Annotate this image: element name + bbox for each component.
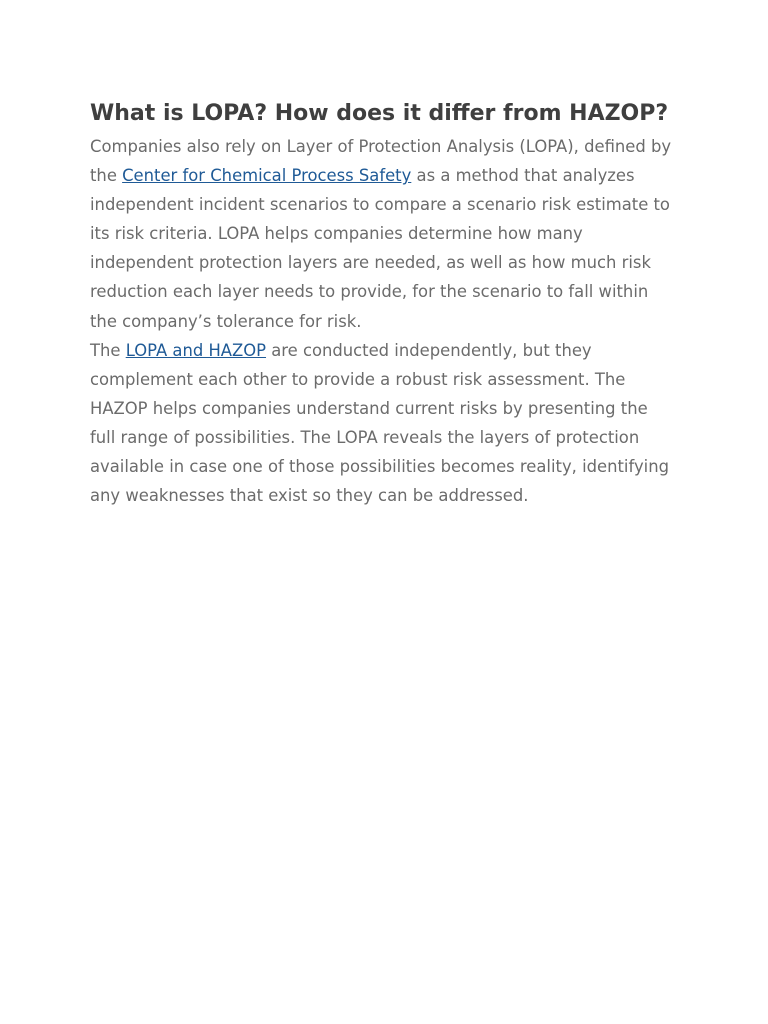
paragraph-text: as a method that analyzes independent incident scenarios to compare a scenario risk estimate to its risk criteria. LOPA helps companies determine how many independent protection layers are needed, as well as how much risk reduction each layer needs to provide, for the scenario to fall within the company’s tolerance for risk. [90, 166, 670, 331]
paragraph-lopa-vs-hazop [90, 336, 674, 511]
article [90, 100, 674, 510]
paragraph-text: The [90, 340, 126, 360]
lopa-and-hazop-link[interactable]: LOPA and HAZOP [125, 340, 267, 360]
ccps-link[interactable]: Center for Chemical Process Safety [122, 166, 412, 186]
paragraph-text: are conducted independently, but they complement each other to provide a robust risk assessment. The HAZOP helps companies understand current risks by presenting the full range of possibilities. The LOPA reveals the layers of protection available in case one of those possibilities becomes reality, identifying any weaknesses that exist so they can be addressed. [90, 340, 670, 506]
paragraph-lopa-definition [90, 132, 674, 336]
article-title: What is LOPA? How does it differ from HAZOP? [90, 101, 669, 126]
paragraph-text: Companies also rely on Layer of Protection Analysis (LOPA), defined by the [90, 137, 672, 186]
